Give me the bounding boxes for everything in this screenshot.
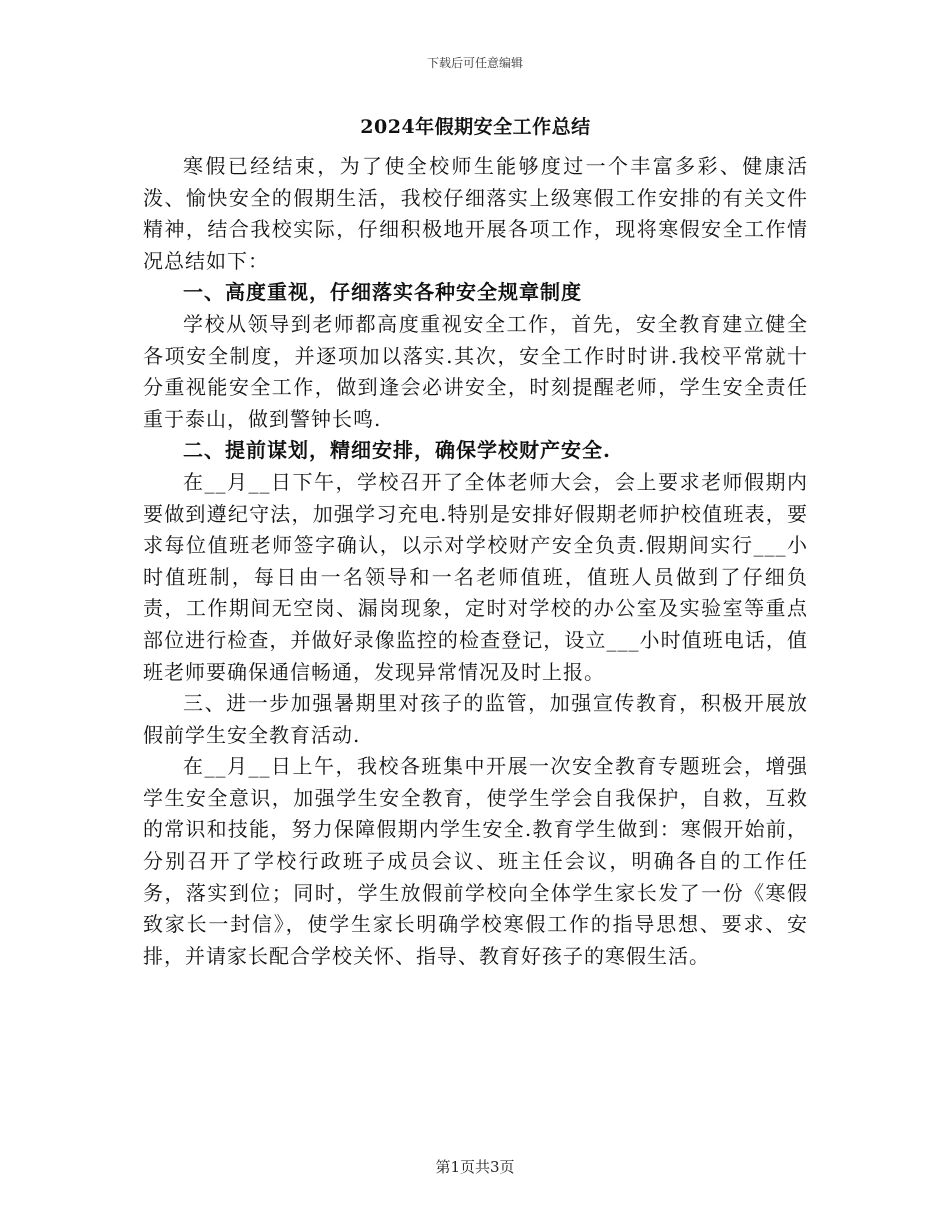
page-header-note: 下载后可任意编辑 [426, 56, 523, 70]
document-title: 2024年假期安全工作总结 [360, 116, 591, 138]
section-2-paragraph: 在__月__日下午，学校召开了全体老师大会，会上要求老师假期内要做到遵纪守法，加强学习充电.特别是安排好假期老师护校值班表，要求每位值班老师签字确认，以示对学校财产安全负责.假期间实行___小时值班制，每日由一名领导和一名老师值班，值班人员做到了仔细负责，工作期间无空岗、漏岗现象，定时对学校的办公室及实验室等重点部位进行检查，并做好录像监控的检查登记，设立___小时值班电话，值班老师要确保通信畅通，发现异常情况及时上报。 [143, 469, 808, 684]
section-1-paragraph: 学校从领导到老师都高度重视安全工作，首先，安全教育建立健全各项安全制度，并逐项加以落实.其次，安全工作时时讲.我校平常就十分重视能安全工作，做到逢会必讲安全，时刻提醒老师，学生安全责任重于泰山，做到警钟长鸣. [143, 311, 808, 431]
section-3-paragraph: 在__月__日上午，我校各班集中开展一次安全教育专题班会，增强学生安全意识，加强学生安全教育，使学生学会自我保护，自救，互救的常识和技能，努力保障假期内学生安全.教育学生做到：寒假开始前，分别召开了学校行政班子成员会议、班主任会议，明确各自的工作任务，落实到位；同时，学生放假前学校向全体学生家长发了一份《寒假致家长一封信》，使学生家长明确学校寒假工作的指导思想、要求、安排，并请家长配合学校关怀、指导、教育好孩子的寒假生活。 [143, 754, 808, 968]
document-body [143, 112, 808, 972]
page-footer: 第1页共3页 [435, 1158, 515, 1176]
section-heading-3: 三、进一步加强暑期里对孩子的监管，加强宣传教育，积极开展放假前学生安全教育活动. [143, 691, 808, 747]
section-heading-2: 二、提前谋划，精细安排，确保学校财产安全. [183, 438, 611, 463]
section-heading-1: 一、高度重视，仔细落实各种安全规章制度 [183, 280, 582, 305]
intro-paragraph: 寒假已经结束，为了使全校师生能够度过一个丰富多彩、健康活泼、愉快安全的假期生活，我校仔细落实上级寒假工作安排的有关文件精神，结合我校实际，仔细积极地开展各项工作，现将寒假安全工作情况总结如下： [143, 154, 808, 273]
